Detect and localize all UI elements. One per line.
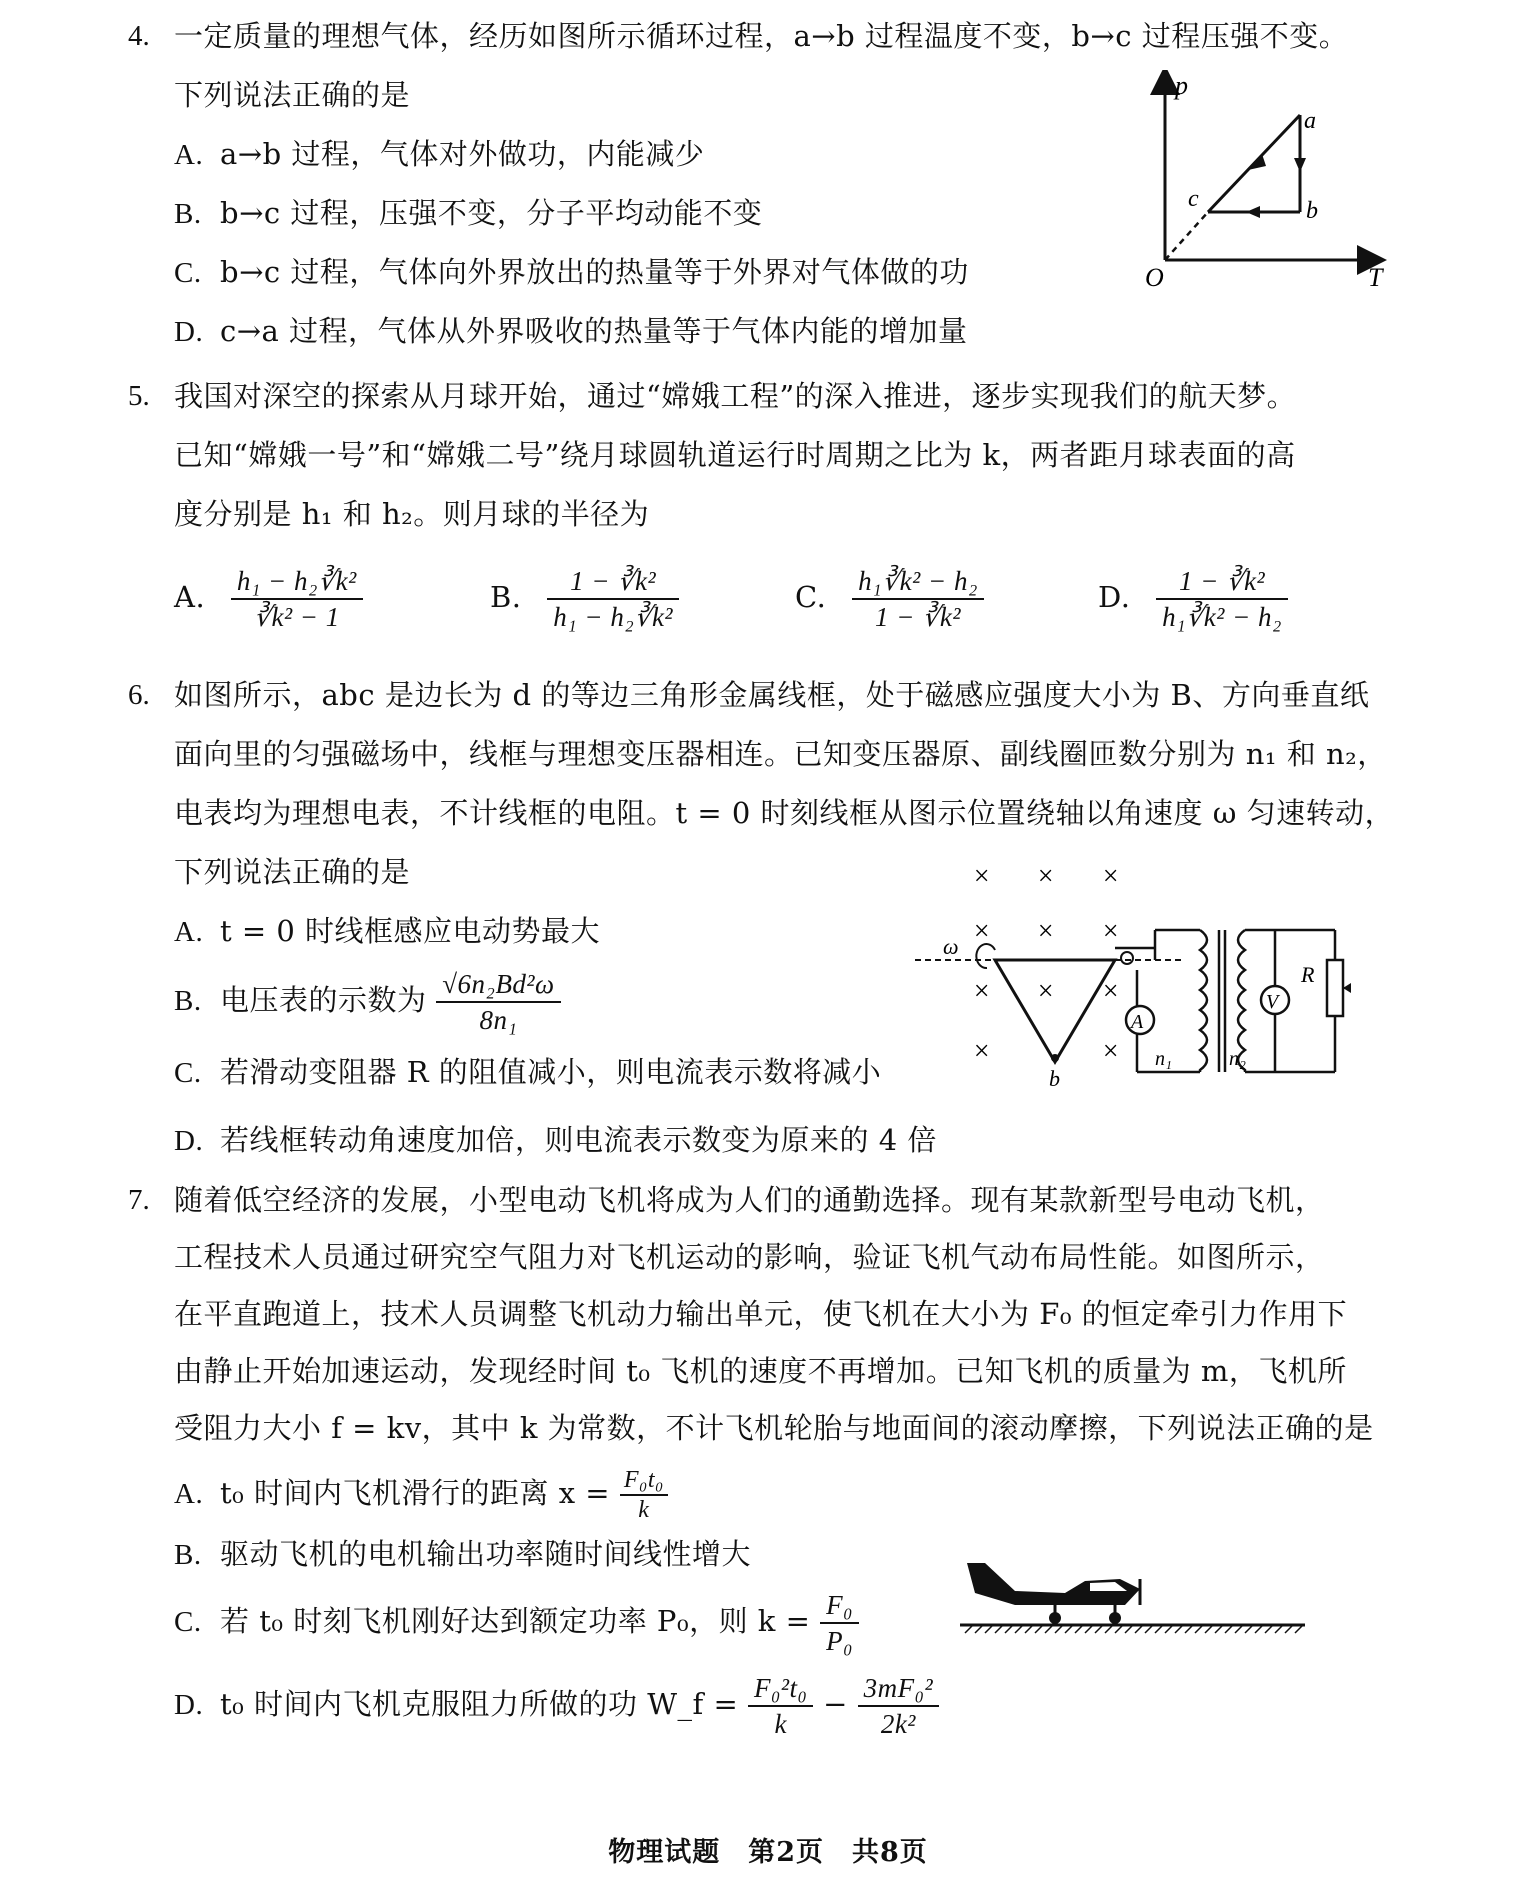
option-fraction — [547, 564, 679, 634]
option-label: D. — [174, 1689, 204, 1721]
cross-mark: × — [1101, 916, 1120, 947]
q5-option-c — [795, 560, 984, 634]
option-text: b→c 过程，气体向外界放出的热量等于外界对气体做的功 — [220, 255, 969, 289]
rotation-arrow — [976, 944, 995, 968]
option-label: A. — [174, 916, 204, 948]
fraction-denominator: P₀ — [826, 1626, 853, 1656]
option-label: B. — [174, 1539, 202, 1571]
fraction-numerator: h₁ − h₂∛k² — [231, 564, 363, 600]
voltmeter-label: V — [1266, 991, 1279, 1013]
wheel — [1049, 1612, 1061, 1624]
option-label: B. — [490, 580, 522, 614]
option-label: A. — [174, 139, 204, 171]
option-label: B. — [174, 985, 202, 1017]
option-text: 电压表的示数为 — [220, 983, 427, 1017]
option-text: 若滑动变阻器 R 的阻值减小，则电流表示数将减小 — [220, 1055, 882, 1089]
option-text: 驱动飞机的电机输出功率随时间线性增大 — [220, 1537, 752, 1571]
arrow-b-c — [1246, 206, 1260, 218]
n1-label: n₁ — [1155, 1048, 1172, 1070]
q5-stem-line3: 度分别是 h₁ 和 h₂。则月球的半径为 — [174, 497, 650, 531]
origin-label: O — [1145, 263, 1164, 290]
option-text: b→c 过程，压强不变，分子平均动能不变 — [220, 196, 763, 230]
fraction-denominator: 8n₁ — [479, 1005, 518, 1035]
resistor-label: R — [1301, 962, 1315, 987]
primary-coil — [1200, 930, 1207, 1072]
option-label: C. — [795, 580, 827, 614]
q6-option-d — [174, 1120, 937, 1161]
q7-stem-line3: 在平直跑道上，技术人员调整飞机动力输出单元，使飞机在大小为 F₀ 的恒定牵引力作用下 — [174, 1297, 1348, 1331]
fraction-denominator: k — [774, 1709, 787, 1739]
q4-stem-line2: 下列说法正确的是 — [174, 78, 411, 112]
cross-mark: × — [1036, 976, 1055, 1007]
q7-option-d — [174, 1664, 939, 1745]
q6-option-b — [174, 960, 561, 1041]
q5-option-d — [1098, 560, 1288, 634]
option-fraction — [436, 967, 560, 1037]
q7-number: 7. — [128, 1184, 150, 1216]
cross-mark: × — [1101, 976, 1120, 1007]
ammeter-label: A — [1131, 1011, 1144, 1033]
omega-label: ω — [943, 934, 959, 959]
q5-option-a — [174, 560, 363, 634]
cross-mark: × — [972, 1036, 991, 1067]
option-fraction — [620, 1466, 668, 1524]
triangle-frame — [995, 960, 1115, 1062]
q4-option-c — [174, 252, 969, 293]
q7-option-c — [174, 1584, 859, 1659]
t-axis-label: T — [1368, 263, 1383, 290]
q7-stem-line2: 工程技术人员通过研究空气阻力对飞机运动的影响，验证飞机气动布局性能。如图所示， — [174, 1240, 1325, 1274]
fraction-numerator: F₀²t₀ — [748, 1671, 813, 1707]
fraction-denominator: h₁ − h₂∛k² — [553, 602, 674, 632]
fraction-numerator: F₀t₀ — [620, 1466, 668, 1496]
point-a-label: a — [1304, 108, 1316, 134]
q7-stem-line1: 随着低空经济的发展，小型电动飞机将成为人们的通勤选择。现有某款新型号电动飞机， — [174, 1183, 1325, 1217]
q6-option-a — [174, 911, 600, 952]
q6-option-c — [174, 1052, 881, 1093]
q7-stem-line5: 受阻力大小 f = kv，其中 k 为常数，不计飞机轮胎与地面间的滚动摩擦，下列说法正确的是 — [174, 1411, 1374, 1445]
fraction-numerator: √6n₂Bd²ω — [436, 967, 560, 1003]
fraction-denominator: k — [638, 1497, 650, 1523]
fraction-numerator: F₀ — [820, 1588, 859, 1624]
magnetic-field-crosses — [972, 861, 1120, 1067]
slip-ring — [1121, 952, 1133, 964]
arrow-c-a — [1248, 154, 1266, 170]
vertex-b-label: b — [1049, 1066, 1060, 1090]
fraction-denominator: ∛k² − 1 — [253, 602, 340, 632]
option-label: C. — [174, 1057, 202, 1089]
q7-option-b — [174, 1534, 751, 1575]
option-text: t₀ 时间内飞机滑行的距离 x = — [220, 1476, 611, 1510]
vertex-b-dot — [1051, 1054, 1059, 1062]
q6-number: 6. — [128, 679, 150, 711]
fraction-denominator: h₁∛k² − h₂ — [1162, 602, 1282, 632]
q4-stem-line1: 一定质量的理想气体，经历如图所示循环过程，a→b 过程温度不变，b→c 过程压强不变。 — [174, 19, 1349, 53]
option-label: D. — [174, 1125, 204, 1157]
q5-stem-line2: 已知“嫦娥一号”和“嫦娥二号”绕月球圆轨道运行时周期之比为 k，两者距月球表面的高 — [174, 438, 1296, 472]
arrow-a-b — [1294, 158, 1306, 172]
q5-number: 5. — [128, 380, 150, 412]
wheel — [1109, 1612, 1121, 1624]
option-text: t₀ 时间内飞机克服阻力所做的功 W_f = — [220, 1687, 739, 1721]
option-text: 若 t₀ 时刻飞机刚好达到额定功率 P₀，则 k = — [220, 1604, 811, 1638]
option-label: C. — [174, 257, 202, 289]
dashed-extension — [1165, 212, 1208, 260]
q6-stem-line2: 面向里的匀强磁场中，线框与理想变压器相连。已知变压器原、副线圈匝数分别为 n₁ 和 n₂， — [174, 737, 1387, 771]
cross-mark: × — [1036, 861, 1055, 892]
option-fraction — [1156, 564, 1288, 634]
fraction-denominator: 2k² — [880, 1709, 916, 1739]
q4-option-a — [174, 134, 704, 175]
p-axis-label: p — [1175, 71, 1188, 100]
q6-stem-line4: 下列说法正确的是 — [174, 855, 411, 889]
option-text: c→a 过程，气体从外界吸收的热量等于气体内能的增加量 — [220, 314, 968, 348]
resistor-icon — [1327, 960, 1343, 1016]
cross-mark: × — [972, 916, 991, 947]
q4-number: 4. — [128, 20, 150, 52]
option-label: A. — [174, 1478, 204, 1510]
page-footer: 物理试题 第2页 共8页 — [608, 1837, 928, 1868]
cross-mark: × — [1101, 1036, 1120, 1067]
q4-pt-diagram — [1140, 70, 1390, 290]
q6-stem-line3: 电表均为理想电表，不计线框的电阻。t = 0 时刻线框从图示位置绕轴以角速度 ω 匀速转动， — [174, 796, 1395, 830]
fraction-numerator: 1 − ∛k² — [1156, 564, 1288, 600]
option-text: a→b 过程，气体对外做功，内能减少 — [220, 137, 705, 171]
point-b-label: b — [1306, 198, 1318, 224]
cross-mark: × — [972, 976, 991, 1007]
q6-circuit-diagram — [915, 850, 1355, 1090]
option-text: 若线框转动角速度加倍，则电流表示数变为原来的 4 倍 — [220, 1123, 937, 1157]
point-c-label: c — [1188, 186, 1199, 212]
minus-sign: − — [823, 1687, 848, 1721]
airplane-wing — [1050, 1595, 1110, 1601]
fraction-numerator: 3mF₀² — [858, 1671, 939, 1707]
option-fraction — [820, 1588, 859, 1658]
fraction-numerator: h₁∛k² − h₂ — [852, 564, 984, 600]
q4-option-d — [174, 311, 968, 352]
cross-mark: × — [1036, 916, 1055, 947]
q7-stem-line4: 由静止开始加速运动，发现经时间 t₀ 飞机的速度不再增加。已知飞机的质量为 m，飞机所 — [174, 1354, 1347, 1388]
option-label: D. — [174, 316, 204, 348]
fraction-denominator: 1 − ∛k² — [874, 602, 961, 632]
option-fraction-1 — [748, 1671, 813, 1741]
q7-option-a — [174, 1460, 668, 1527]
option-fraction-2 — [858, 1671, 939, 1741]
q6-stem-line1: 如图所示，abc 是边长为 d 的等边三角形金属线框，处于磁感应强度大小为 B、方向垂直纸 — [174, 678, 1370, 712]
option-text: t = 0 时线框感应电动势最大 — [220, 914, 601, 948]
fraction-numerator: 1 − ∛k² — [547, 564, 679, 600]
n2-label: n₂ — [1229, 1048, 1246, 1070]
cross-mark: × — [972, 861, 991, 892]
q5-stem-line1: 我国对深空的探索从月球开始，通过“嫦娥工程”的深入推进，逐步实现我们的航天梦。 — [174, 379, 1297, 413]
option-label: B. — [174, 198, 202, 230]
option-label: A. — [174, 580, 206, 614]
option-label: D. — [1098, 580, 1131, 614]
option-fraction — [852, 564, 984, 634]
q7-airplane-figure — [955, 1555, 1315, 1635]
option-label: C. — [174, 1606, 202, 1638]
q5-option-b — [490, 560, 679, 634]
q4-option-b — [174, 193, 762, 234]
option-fraction — [231, 564, 363, 634]
cross-mark: × — [1101, 861, 1120, 892]
